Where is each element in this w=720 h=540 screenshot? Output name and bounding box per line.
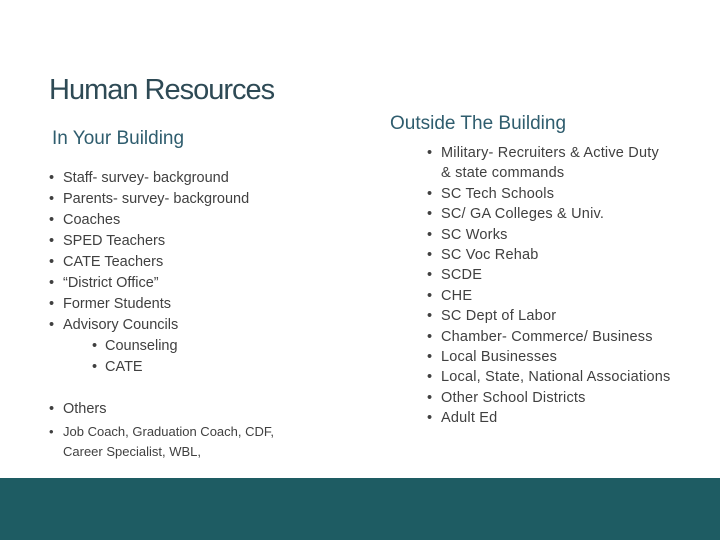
list-item: • “District Office” <box>63 273 303 294</box>
list-item: • SC Tech Schools <box>441 184 671 204</box>
list-item: • Coaches <box>63 210 303 231</box>
footer-band <box>0 478 720 540</box>
slide-title: Human Resources <box>49 74 275 106</box>
sub-list-item: • Counseling <box>63 336 303 357</box>
list-item: • SC Works <box>441 225 671 245</box>
list-item: • CATE Teachers <box>63 252 303 273</box>
list-item: • Adult Ed <box>441 408 671 428</box>
list-item: • SPED Teachers <box>63 231 303 252</box>
list-item: • CHE <box>441 286 671 306</box>
list-item: • SC/ GA Colleges & Univ. <box>441 204 671 224</box>
list-item: • SCDE <box>441 265 671 285</box>
list-item: • Parents- survey- background <box>63 189 303 210</box>
list-item: • Former Students <box>63 294 303 315</box>
list-item: • Chamber- Commerce/ Business <box>441 327 671 347</box>
list-item: • Other School Districts <box>441 388 671 408</box>
in-your-building-heading: In Your Building <box>52 128 185 149</box>
list-item: • Local, State, National Associations <box>441 367 671 387</box>
list-item: • Staff- survey- background <box>63 168 303 189</box>
sub-list-item: • CATE <box>63 357 303 378</box>
list-item-others: • Others <box>63 399 303 420</box>
list-item: • SC Voc Rehab <box>441 245 671 265</box>
list-item: • Local Businesses <box>441 347 671 367</box>
outside-the-building-list <box>441 143 671 429</box>
list-item: • Military- Recruiters & Active Duty & state commands <box>441 143 671 184</box>
outside-the-building-heading: Outside The Building <box>390 113 567 134</box>
list-item: • SC Dept of Labor <box>441 306 671 326</box>
list-item-others-detail: • Job Coach, Graduation Coach, CDF, Career Specialist, WBL, <box>63 422 303 462</box>
list-item: • Advisory Councils <box>63 315 303 336</box>
in-your-building-list <box>63 168 303 462</box>
